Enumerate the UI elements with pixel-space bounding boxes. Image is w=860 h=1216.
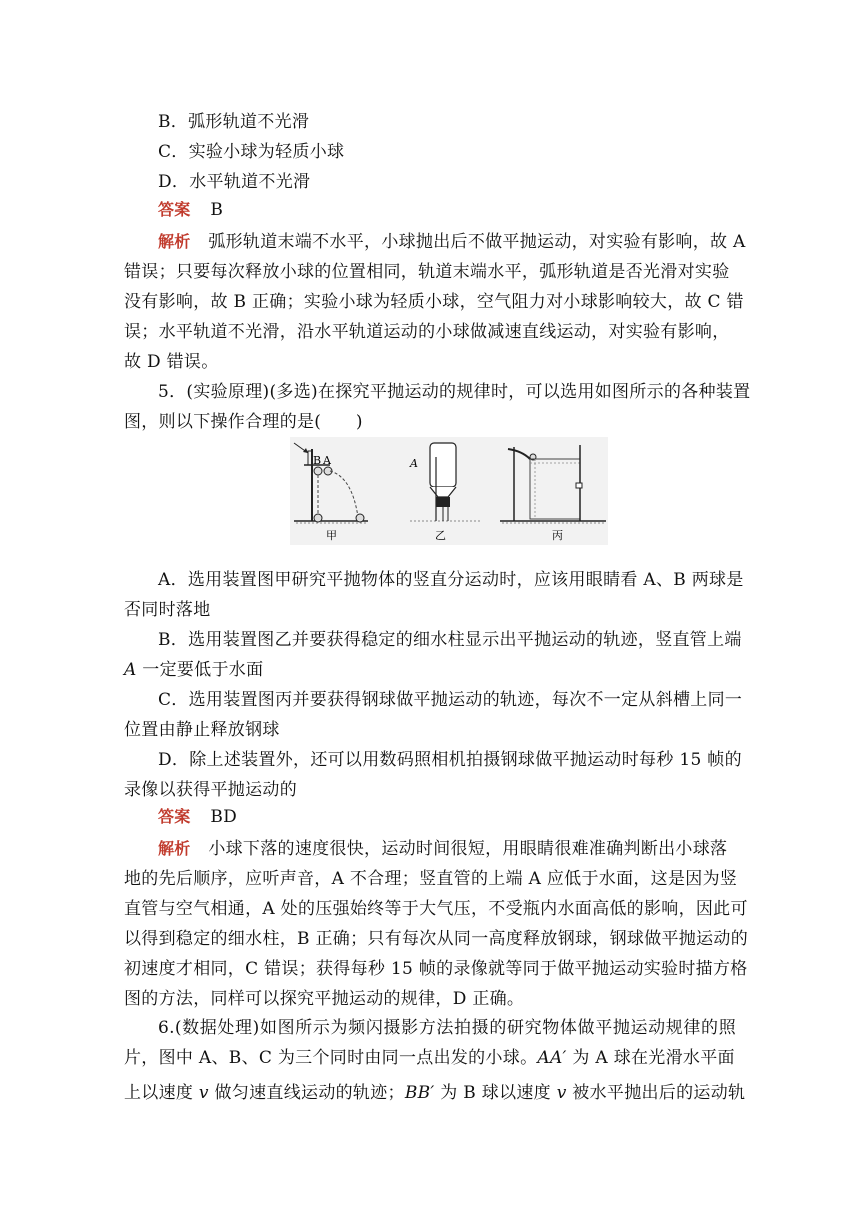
var-bb-prime: BB′ [404, 1083, 435, 1103]
q5-option-a: A．选用装置图甲研究平抛物体的竖直分运动时，应该用眼睛看 A、B 两球是 [158, 570, 744, 590]
q4-analysis-line [158, 227, 746, 252]
stem-text: 为 A 球在光滑水平面 [566, 1048, 735, 1068]
label-tube-a: A [410, 457, 418, 470]
label-yi: 乙 [435, 529, 446, 542]
q5-option-d: 录像以获得平抛运动的 [124, 780, 297, 800]
analysis-label: 解析 [158, 839, 191, 858]
stem-text: 做匀速直线运动的轨迹； [208, 1083, 405, 1103]
q4-analysis-line: 没有影响，故 B 正确；实验小球为轻质小球，空气阻力对小球影响较大，故 C 错 [124, 292, 744, 312]
label-bing: 丙 [552, 529, 563, 542]
q5-option-b [124, 655, 263, 680]
q5-analysis-line: 图的方法，同样可以探究平抛运动的规律，D 正确。 [124, 989, 525, 1009]
q5-analysis-line: 地的先后顺序，应听声音，A 不合理；竖直管的上端 A 应低于水面，这是因为竖 [124, 869, 738, 889]
analysis-text: 小球下落的速度很快，运动时间很短，用眼睛很难准确判断出小球落 [208, 839, 728, 859]
q4-analysis-line: 错误；只要每次释放小球的位置相同，轨道末端水平，弧形轨道是否光滑对实验 [124, 262, 730, 282]
q4-option-d: D．水平轨道不光滑 [158, 172, 311, 192]
var-aa-prime: AA′ [537, 1048, 567, 1068]
q4-option-b: B．弧形轨道不光滑 [158, 112, 310, 132]
option-text: 一定要低于水面 [136, 660, 264, 680]
stem-text: 被水平抛出后的运动轨 [566, 1083, 746, 1103]
q5-option-b: B．选用装置图乙并要获得稳定的细水柱显示出平抛运动的轨迹，竖直管上端 [158, 630, 742, 650]
q5-analysis-line: 初速度才相同，C 错误；获得每秒 15 帧的录像就等同于做平抛运动实验时描方格 [124, 959, 748, 979]
q4-analysis-line: 误；水平轨道不光滑，沿水平轨道运动的小球做减速直线运动，对实验有影响， [124, 322, 730, 342]
answer-value: BD [210, 807, 238, 827]
q4-analysis-line: 故 D 错误。 [124, 352, 219, 372]
label-jia: 甲 [326, 529, 337, 542]
analysis-label: 解析 [158, 232, 191, 251]
q4-answer [158, 197, 223, 220]
q5-option-c: C．选用装置图丙并要获得钢球做平抛运动的轨迹，每次不一定从斜槽上同一 [158, 690, 743, 710]
q5-stem: 5．(实验原理)(多选)在探究平抛运动的规律时，可以选用如图所示的各种装置 [158, 382, 751, 402]
q5-analysis-line [158, 834, 727, 859]
answer-label: 答案 [158, 807, 191, 826]
var-a: A [124, 660, 137, 680]
q5-answer [158, 804, 237, 827]
stem-text: 上以速度 [124, 1083, 199, 1103]
q4-option-c: C．实验小球为轻质小球 [158, 142, 345, 162]
q6-stem: 6.(数据处理)如图所示为频闪摄影方法拍摄的研究物体做平抛运动规律的照 [158, 1018, 736, 1038]
analysis-text: 弧形轨道末端不水平，小球抛出后不做平抛运动，对实验有影响，故 A [208, 232, 746, 252]
label-ball-a: A [323, 454, 331, 467]
apparatus-figure [290, 437, 608, 545]
answer-value: B [210, 200, 224, 220]
q5-option-c: 位置由静止释放钢球 [124, 720, 280, 740]
answer-label: 答案 [158, 200, 191, 219]
stem-text: 片，图中 A、B、C 为三个同时由同一点出发的小球。 [124, 1048, 538, 1068]
var-v: v [198, 1083, 209, 1103]
q5-option-a: 否同时落地 [124, 600, 211, 620]
q5-analysis-line: 以得到稳定的细水柱，B 正确；只有每次从同一高度释放钢球，钢球做平抛运动的 [124, 929, 748, 949]
label-ball-b: B [313, 454, 322, 467]
q6-stem [124, 1043, 735, 1068]
stem-text: 为 B 球以速度 [434, 1083, 557, 1103]
var-v: v [556, 1083, 567, 1103]
q6-stem [124, 1078, 745, 1103]
q5-option-d: D．除上述装置外，还可以用数码照相机拍摄钢球做平抛运动时每秒 15 帧的 [158, 750, 742, 770]
q5-analysis-line: 直管与空气相通，A 处的压强始终等于大气压，不受瓶内水面高低的影响，因此可 [124, 899, 748, 919]
q5-stem: 图，则以下操作合理的是( ) [124, 412, 363, 432]
